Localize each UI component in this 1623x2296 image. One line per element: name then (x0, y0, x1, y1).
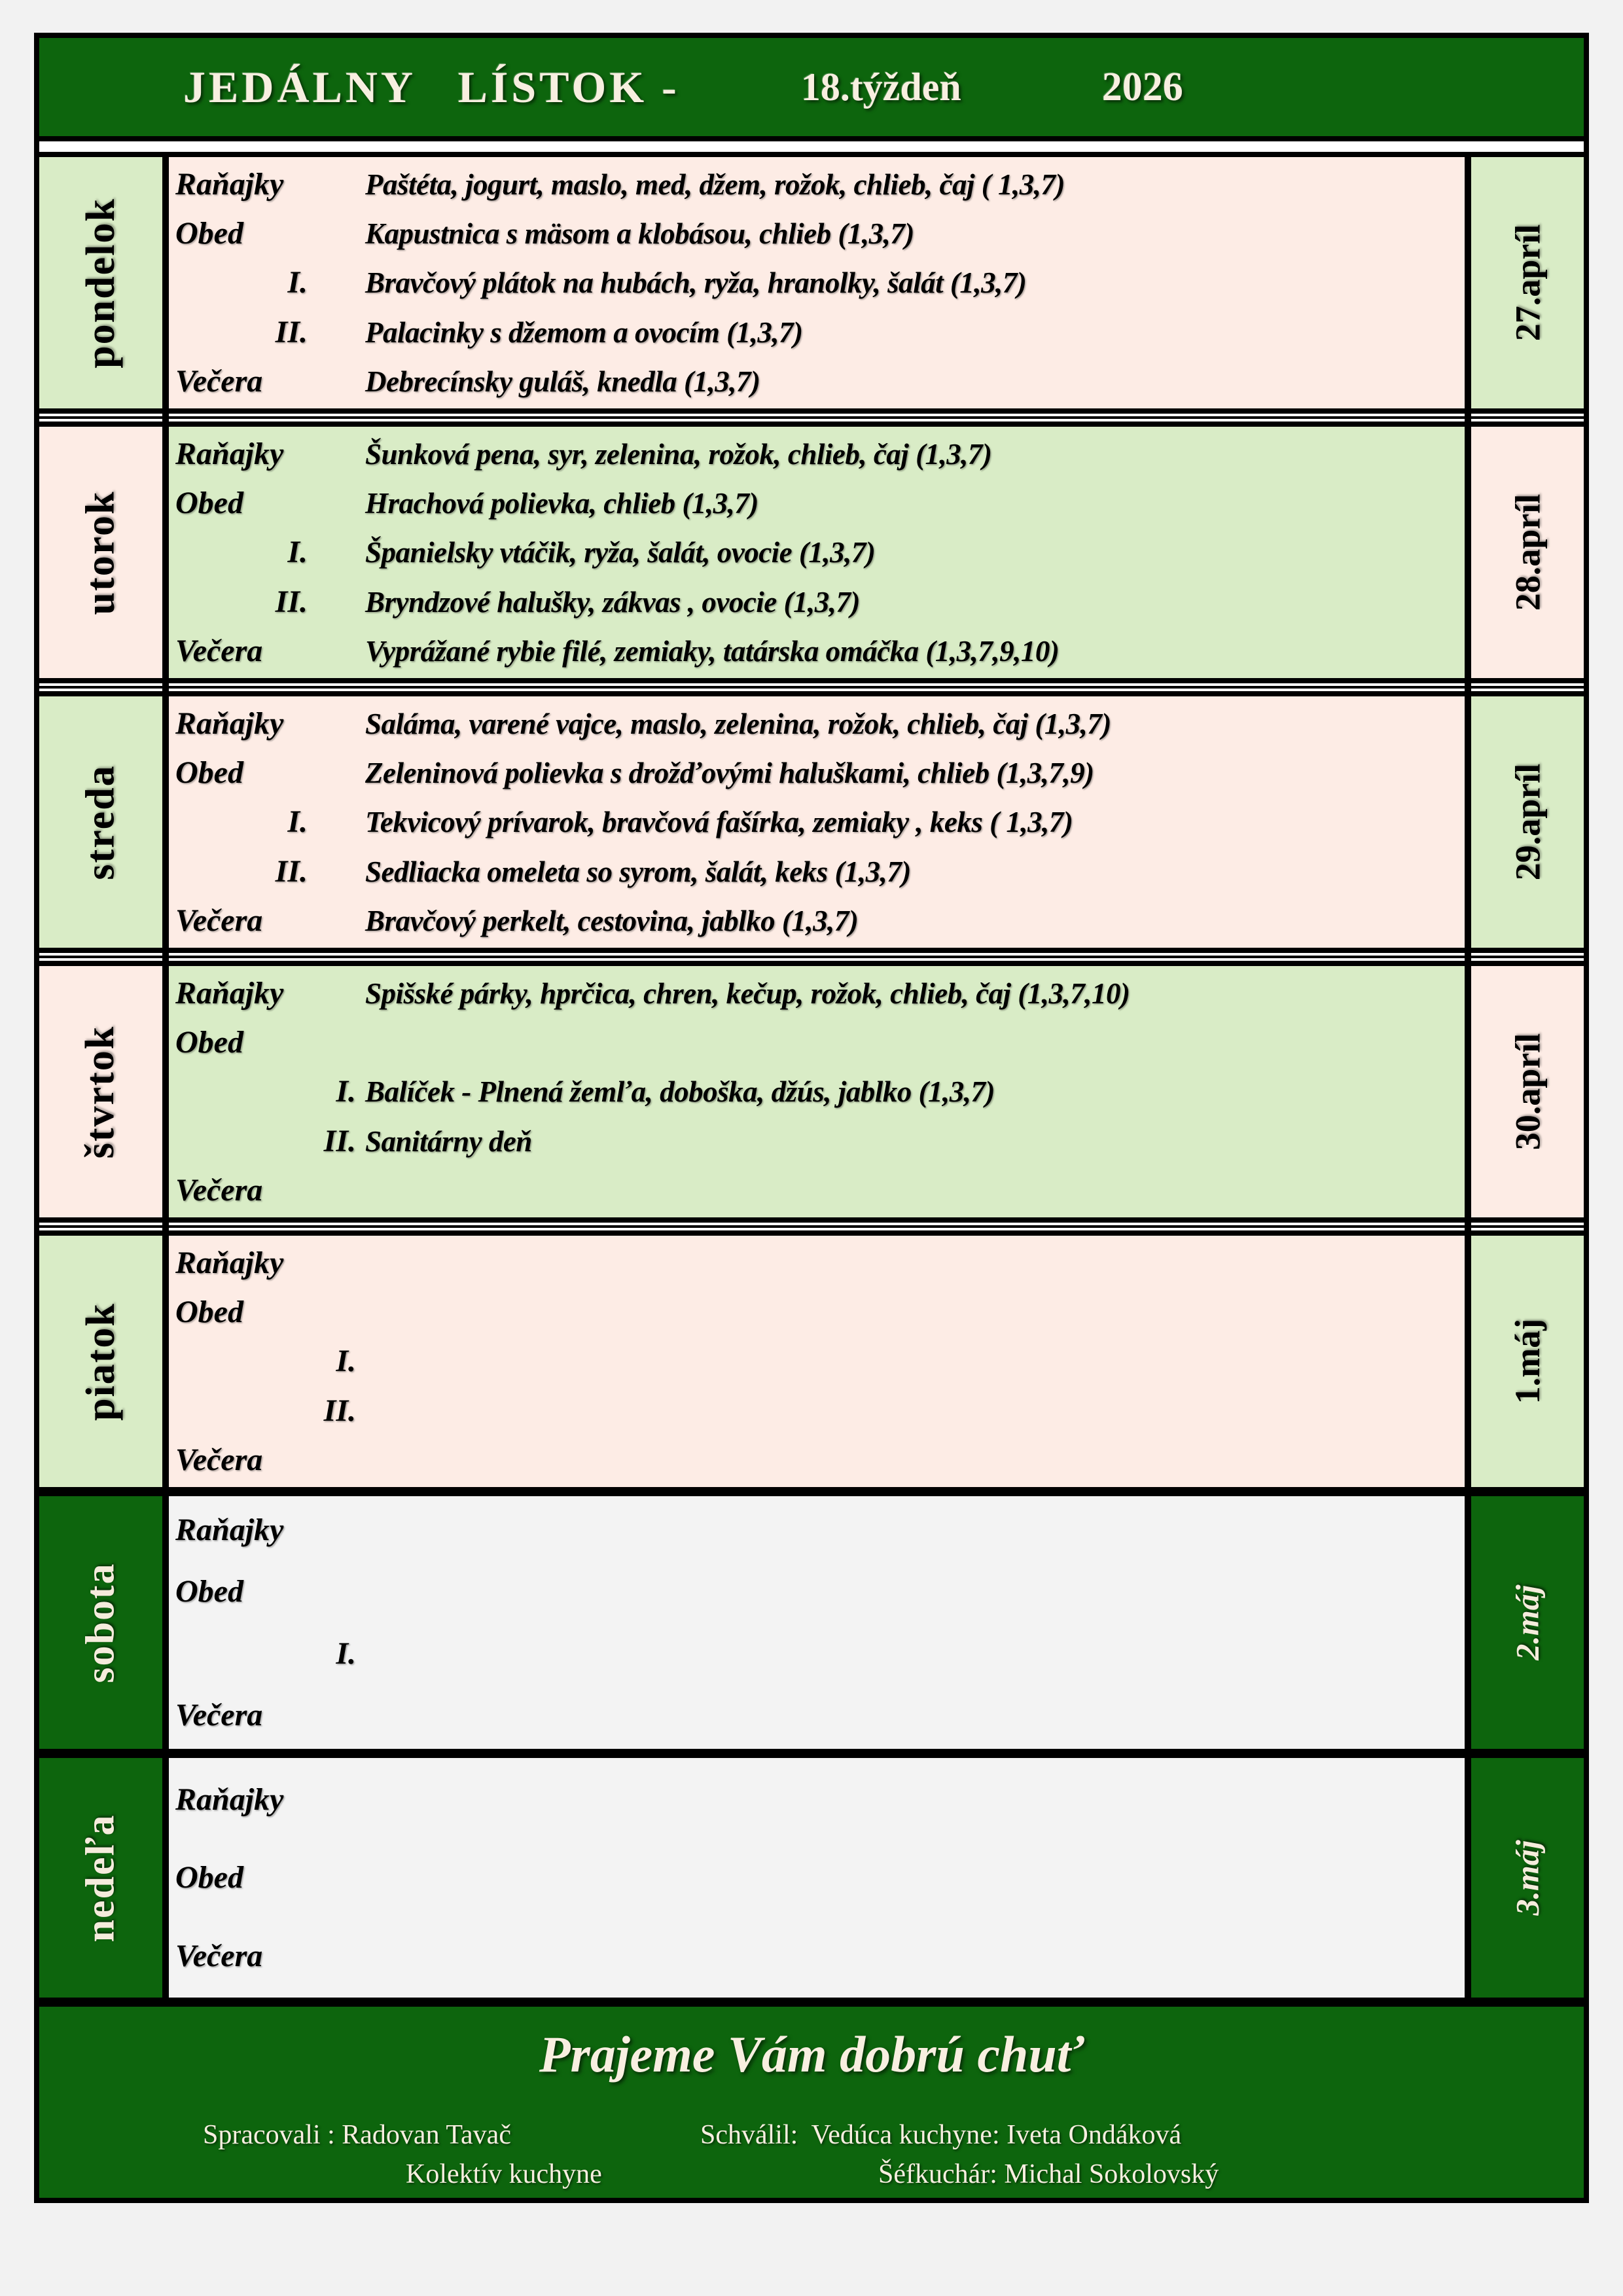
meal-label: Raňajky (175, 976, 284, 1011)
menu-line (169, 1442, 1465, 1478)
day-label-cell (39, 966, 162, 1217)
menu-line (169, 804, 1465, 840)
meal-label: Večera (175, 903, 263, 938)
meal-label: Obed (175, 1295, 243, 1330)
menu-line (169, 1343, 1465, 1379)
menu-line (169, 264, 1465, 300)
footer-names (39, 2007, 1584, 2198)
menu-line (169, 1172, 1465, 1208)
row-separator (34, 414, 1589, 422)
vertical-divider (162, 157, 169, 408)
meal-label: Večera (175, 1698, 263, 1733)
day-row-utorok (34, 422, 1589, 683)
meal-label: Obed (175, 755, 243, 791)
day-date: 28.apríl (1508, 493, 1548, 611)
vertical-divider (1465, 1496, 1471, 1749)
meal-text: Španielsky vtáčik, ryža, šalát, ovocie (1,3,7) (365, 536, 876, 569)
footer-approved-by-2: Šéfkuchár: Michal Sokolovský (878, 2159, 1219, 2189)
vertical-divider (162, 1236, 169, 1487)
day-date-cell (1471, 966, 1584, 1217)
menu-line (169, 903, 1465, 939)
meal-text: Saláma, varené vajce, maslo, zelenina, rožok, chlieb, čaj (1,3,7) (365, 708, 1111, 741)
meal-label: Večera (175, 1172, 263, 1208)
menu-footer (34, 2003, 1589, 2203)
meal-label: I. (287, 804, 308, 840)
day-date: 27.apríl (1508, 224, 1548, 342)
header-gap (34, 141, 1589, 152)
meal-label: Večera (175, 363, 263, 399)
meal-text: Paštéta, jogurt, maslo, med, džem, rožok, chlieb, čaj ( 1,3,7) (365, 168, 1065, 202)
day-rows-container (34, 152, 1589, 2003)
day-menu (169, 157, 1465, 408)
menu-line (169, 1636, 1465, 1672)
meal-label: Obed (175, 1860, 243, 1895)
meal-label: Večera (175, 633, 263, 668)
menu-line (169, 1938, 1465, 1974)
menu-week: 18.týždeň (800, 65, 961, 109)
menu-line (169, 363, 1465, 399)
menu-line (169, 584, 1465, 620)
menu-line (169, 1697, 1465, 1733)
meal-text: Palacinky s džemom a ovocím (1,3,7) (365, 315, 803, 349)
menu-line (169, 975, 1465, 1011)
day-name: piatok (78, 1302, 123, 1421)
day-row-sobota (34, 1492, 1589, 1754)
menu-line (169, 1024, 1465, 1060)
day-menu (169, 427, 1465, 678)
menu-line (169, 215, 1465, 251)
meal-text: Bryndzové halušky, zákvas , ovocie (1,3,7) (365, 585, 860, 619)
meal-label: Raňajky (175, 706, 284, 742)
vertical-divider (1465, 427, 1471, 678)
day-date: 30.apríl (1508, 1033, 1548, 1151)
day-menu (169, 1236, 1465, 1487)
day-menu (169, 1758, 1465, 1998)
meal-label: II. (275, 314, 308, 350)
menu-table (34, 33, 1589, 2203)
meal-label: II. (275, 853, 308, 889)
meal-label: Obed (175, 1025, 243, 1060)
vertical-divider (1465, 1236, 1471, 1487)
menu-line (169, 485, 1465, 521)
day-label-cell (39, 427, 162, 678)
day-date-cell (1471, 696, 1584, 948)
day-date: 3.máj (1508, 1840, 1546, 1916)
vertical-divider (1465, 696, 1471, 948)
day-date: 1.máj (1508, 1318, 1547, 1405)
day-name: sobota (78, 1562, 123, 1683)
meal-label: I. (287, 535, 308, 570)
meal-label: I. (336, 1074, 356, 1109)
day-name: štvrtok (78, 1025, 123, 1158)
menu-line (169, 1782, 1465, 1818)
day-date-cell (1471, 1236, 1584, 1487)
menu-line (169, 1393, 1465, 1429)
vertical-divider (1465, 157, 1471, 408)
menu-line (169, 1512, 1465, 1548)
day-name: nedeľa (78, 1813, 123, 1943)
meal-text: Bravčový perkelt, cestovina, jablko (1,3,7) (365, 904, 859, 937)
menu-line (169, 1123, 1465, 1159)
meal-label: Raňajky (175, 1246, 284, 1281)
meal-text: Balíček - Plnená žemľa, doboška, džús, jablko (1,3,7) (365, 1075, 995, 1109)
meal-label: II. (275, 584, 308, 619)
day-row-piatok (34, 1230, 1589, 1492)
meal-label: Raňajky (175, 167, 284, 202)
menu-line (169, 633, 1465, 669)
meal-text: Vyprážané rybie filé, zemiaky, tatárska omáčka (1,3,7,9,10) (365, 634, 1060, 668)
meal-label: Večera (175, 1938, 263, 1973)
menu-year: 2026 (1101, 64, 1183, 109)
footer-approved-by: Schválil: Vedúca kuchyne: Iveta Ondáková (700, 2120, 1182, 2150)
meal-text: Kapustnica s mäsom a klobásou, chlieb (1,3,7) (365, 217, 914, 251)
day-row-pondelok (34, 152, 1589, 414)
day-date-cell (1471, 427, 1584, 678)
menu-line (169, 1245, 1465, 1281)
menu-title: JEDÁLNY LÍSTOK - (183, 62, 680, 112)
day-row-štvrtok (34, 961, 1589, 1223)
vertical-divider (162, 1496, 169, 1749)
day-menu (169, 1496, 1465, 1749)
meal-label: I. (336, 1344, 356, 1379)
day-menu (169, 966, 1465, 1217)
meal-label: Večera (175, 1442, 263, 1477)
meal-text: Zeleninová polievka s drožďovými haluškami, chlieb (1,3,7,9) (365, 757, 1094, 790)
vertical-divider (162, 427, 169, 678)
day-date: 29.apríl (1508, 763, 1548, 881)
vertical-divider (1465, 1758, 1471, 1998)
meal-text: Sanitárny deň (365, 1124, 532, 1158)
menu-line (169, 534, 1465, 570)
meal-label: Obed (175, 216, 243, 251)
vertical-divider (162, 966, 169, 1217)
meal-label: II. (323, 1123, 356, 1158)
row-separator (34, 953, 1589, 961)
day-label-cell (39, 157, 162, 408)
vertical-divider (162, 1758, 169, 1998)
meal-label: I. (287, 265, 308, 300)
day-name: utorok (78, 490, 123, 615)
meal-label: Obed (175, 1574, 243, 1609)
day-label-cell (39, 1236, 162, 1487)
meal-text: Tekvicový prívarok, bravčová fašírka, zemiaky , keks ( 1,3,7) (365, 806, 1073, 839)
day-row-nedeľa (34, 1754, 1589, 2003)
vertical-divider (162, 696, 169, 948)
meal-text: Bravčový plátok na hubách, ryža, hranolky, šalát (1,3,7) (365, 266, 1027, 300)
meal-label: Obed (175, 486, 243, 521)
day-label-cell (39, 1496, 162, 1749)
day-date-cell (1471, 157, 1584, 408)
menu-line (169, 706, 1465, 742)
meal-text: Spišské párky, hprčica, chren, kečup, rožok, chlieb, čaj (1,3,7,10) (365, 977, 1130, 1011)
meal-text: Hrachová polievka, chlieb (1,3,7) (365, 487, 758, 520)
menu-line (169, 1859, 1465, 1895)
menu-line (169, 755, 1465, 791)
day-label-cell (39, 696, 162, 948)
menu-line (169, 1573, 1465, 1609)
menu-header (34, 33, 1589, 141)
meal-label: Raňajky (175, 1512, 284, 1547)
day-row-streda (34, 691, 1589, 953)
day-menu (169, 696, 1465, 948)
menu-line (169, 1294, 1465, 1330)
meal-text: Šunková pena, syr, zelenina, rožok, chlieb, čaj (1,3,7) (365, 438, 992, 471)
meal-text: Sedliacka omeleta so syrom, šalát, keks (1,3,7) (365, 855, 911, 888)
menu-line (169, 1073, 1465, 1109)
day-name: streda (78, 764, 123, 880)
menu-line (169, 314, 1465, 350)
menu-line (169, 436, 1465, 472)
row-separator (34, 1223, 1589, 1230)
row-separator (34, 683, 1589, 691)
meal-label: II. (323, 1393, 356, 1428)
day-date-cell (1471, 1758, 1584, 1998)
day-date: 2.máj (1508, 1585, 1546, 1660)
meal-label: Raňajky (175, 437, 284, 472)
day-name: pondelok (78, 197, 123, 368)
day-label-cell (39, 1758, 162, 1998)
day-date-cell (1471, 1496, 1584, 1749)
footer-prepared-by: Spracovali : Radovan Tavač (203, 2120, 511, 2150)
footer-heading: Prajeme Vám dobrú chuť (539, 2026, 1084, 2083)
meal-label: I. (336, 1636, 356, 1671)
meal-text: Debrecínsky guláš, knedla (1,3,7) (365, 365, 760, 398)
menu-line (169, 166, 1465, 202)
menu-line (169, 853, 1465, 889)
footer-prepared-by-2: Kolektív kuchyne (406, 2159, 602, 2189)
vertical-divider (1465, 966, 1471, 1217)
meal-label: Raňajky (175, 1782, 284, 1818)
